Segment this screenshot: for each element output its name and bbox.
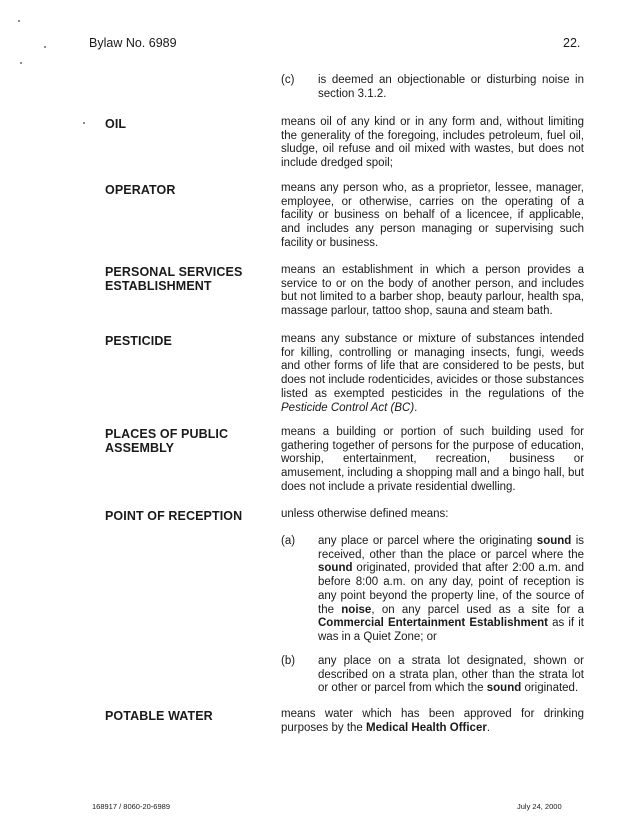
definition-personal-services-establishment: means an establishment in which a person provides a service to or on the body of another person, and includes but not limited to a barber shop, beauty parlour, health spa, massage parlour, tattoo shop, sauna and steam bath. — [281, 264, 584, 318]
definition-potable-water — [281, 708, 584, 735]
term-line: PLACES OF PUBLIC — [105, 427, 229, 441]
scan-speck — [83, 122, 85, 124]
definition-point-of-reception: unless otherwise defined means: — [281, 508, 449, 520]
term-places-of-public-assembly — [105, 427, 228, 455]
definition-pesticide — [281, 333, 584, 415]
defined-term: Medical Health Officer — [366, 721, 487, 734]
term-pesticide: PESTICIDE — [105, 334, 172, 348]
definition-oil: means oil of any kind or in any form and, without limiting the generality of the foregoing, includes petroleum, fuel oil, sludge, oil refuse and oil mixed with wastes, but does not include dredged spoil; — [281, 116, 584, 170]
term-line: PERSONAL SERVICES — [105, 265, 243, 279]
item-text: any place on a strata lot designated, shown or described on a strata plan, other than the strata lot or other or parcel from which the sound originated. — [318, 655, 584, 695]
definition-operator: means any person who, as a proprietor, lessee, manager, employee, or otherwise, carries on the operating of a facility or business on behalf of a licencee, if applicable, and includes any person managing or supervising such facility or business. — [281, 182, 584, 249]
term-point-of-reception: POINT OF RECEPTION — [105, 509, 243, 523]
act-title: Pesticide Control Act (BC) — [281, 401, 415, 414]
item-label: (a) — [281, 535, 296, 547]
term-potable-water: POTABLE WATER — [105, 709, 213, 723]
scan-speck — [44, 46, 46, 48]
definition-text: means water which has been approved for drinking purposes by the — [281, 708, 584, 734]
term-operator: OPERATOR — [105, 183, 176, 197]
definition-text: . — [414, 401, 418, 414]
page-number: 22. — [563, 36, 581, 50]
bylaw-number: Bylaw No. 6989 — [89, 36, 177, 50]
scan-speck — [20, 62, 22, 64]
item-text: is deemed an objectionable or disturbing noise in section 3.1.2. — [318, 74, 584, 100]
term-line: ESTABLISHMENT — [105, 279, 212, 293]
definition-text: means any substance or mixture of substances intended for killing, controlling or managing insects, fungi, weeds and other forms of life that are considered to be pests, but does not include rodenticides, avicides or those substances listed as exempted pesticides in the regulations of the — [281, 333, 585, 400]
scan-speck — [18, 20, 20, 22]
term-line: ASSEMBLY — [105, 441, 175, 455]
definition-text: . — [486, 721, 491, 734]
document-date: July 24, 2000 — [517, 802, 562, 811]
item-text: any place or parcel where the originating sound is received, other than the place or parcel where the sound originated, provided that after 2:00 a.m. and before 8:00 a.m. on any day, point of reception is any point beyond the property line, of the source of the noise, on any parcel used as a site for a Commercial Entertainment Establishment as if it was in a Quiet Zone; or — [318, 535, 585, 643]
term-oil: OIL — [105, 117, 127, 131]
document-reference: 168917 / 8060-20-6989 — [92, 802, 170, 811]
item-label: (b) — [281, 655, 296, 667]
definition-places-of-public-assembly: means a building or portion of such building used for gathering together of persons for the purpose of education, worship, entertainment, recreation, business or amusement, including a shopping mall and a bingo hall, but does not include a private residential dwelling. — [281, 426, 584, 493]
item-label: (c) — [281, 74, 295, 86]
term-personal-services-establishment — [105, 265, 242, 293]
